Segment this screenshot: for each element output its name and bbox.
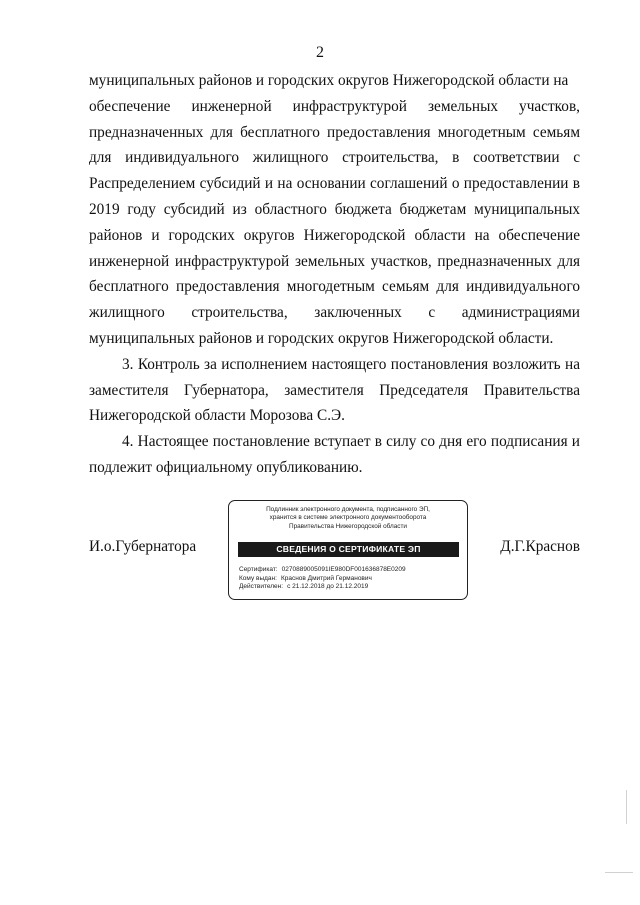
paragraph-4-line: подлежит официальному опубликованию.	[89, 458, 363, 476]
stamp-header	[229, 506, 467, 531]
body-line: районов и городских округов Нижегородской области на обеспечение	[89, 226, 580, 244]
paragraph-3-line: заместителя Губернатора, заместителя Председателя Правительства	[89, 381, 580, 399]
body-line: жилищного строительства, заключенных с администрациями	[89, 304, 580, 322]
certificate-row	[239, 566, 406, 575]
validity-label: Действителен:	[239, 583, 284, 591]
electronic-signature-stamp	[228, 500, 468, 600]
body-line: муниципальных районов и городских округов Нижегородской области.	[89, 329, 554, 347]
stamp-title-bar: СВЕДЕНИЯ О СЕРТИФИКАТЕ ЭП	[238, 542, 459, 557]
body-line: обеспечение инженерной инфраструктурой земельных участков,	[89, 97, 580, 115]
document-body	[89, 68, 580, 481]
certificate-value: 0270889005091IE980DF001636878E0209	[281, 566, 406, 573]
validity-row	[239, 583, 406, 592]
signatory-role: И.о.Губернатора	[89, 538, 197, 555]
body-line: Распределением субсидий и на основании соглашений о предоставлении в	[89, 175, 580, 193]
validity-value: с 21.12.2018 до 21.12.2019	[287, 583, 369, 591]
scan-artifact	[605, 872, 633, 873]
signatory-name: Д.Г.Краснов	[500, 538, 580, 555]
body-line: для индивидуального жилищного строительства, в соответствии с	[89, 149, 580, 167]
body-line: инженерной инфраструктурой земельных участков, предназначенных для	[89, 252, 580, 270]
body-line: муниципальных районов и городских округов Нижегородской области на	[89, 72, 569, 89]
paragraph-3-line: Нижегородской области Морозова С.Э.	[89, 407, 345, 425]
scan-artifact	[626, 790, 627, 824]
issued-to-value: Краснов Дмитрий Германович	[280, 574, 372, 582]
stamp-header-line: хранится в системе электронного документооборота	[269, 514, 427, 522]
issued-to-row	[239, 575, 406, 584]
stamp-header-line: Правительства Нижегородской области	[288, 522, 408, 530]
certificate-label: Сертификат:	[239, 566, 278, 573]
stamp-header-line: Подлинник электронного документа, подписанного ЭП,	[266, 506, 430, 513]
issued-to-label: Кому выдан:	[239, 574, 277, 582]
body-line: бесплатного предоставления многодетным семьям для индивидуального	[89, 278, 580, 296]
body-line: 2019 году субсидий из областного бюджета бюджетам муниципальных	[89, 200, 580, 218]
body-line: предназначенных для бесплатного предоставления многодетным семьям	[89, 123, 580, 141]
paragraph-3-line: 3. Контроль за исполнением настоящего постановления возложить на	[122, 355, 580, 373]
paragraph-4-line: 4. Настоящее постановление вступает в силу со дня его подписания и	[122, 433, 580, 451]
stamp-details	[239, 566, 406, 592]
page-number: 2	[316, 44, 324, 61]
